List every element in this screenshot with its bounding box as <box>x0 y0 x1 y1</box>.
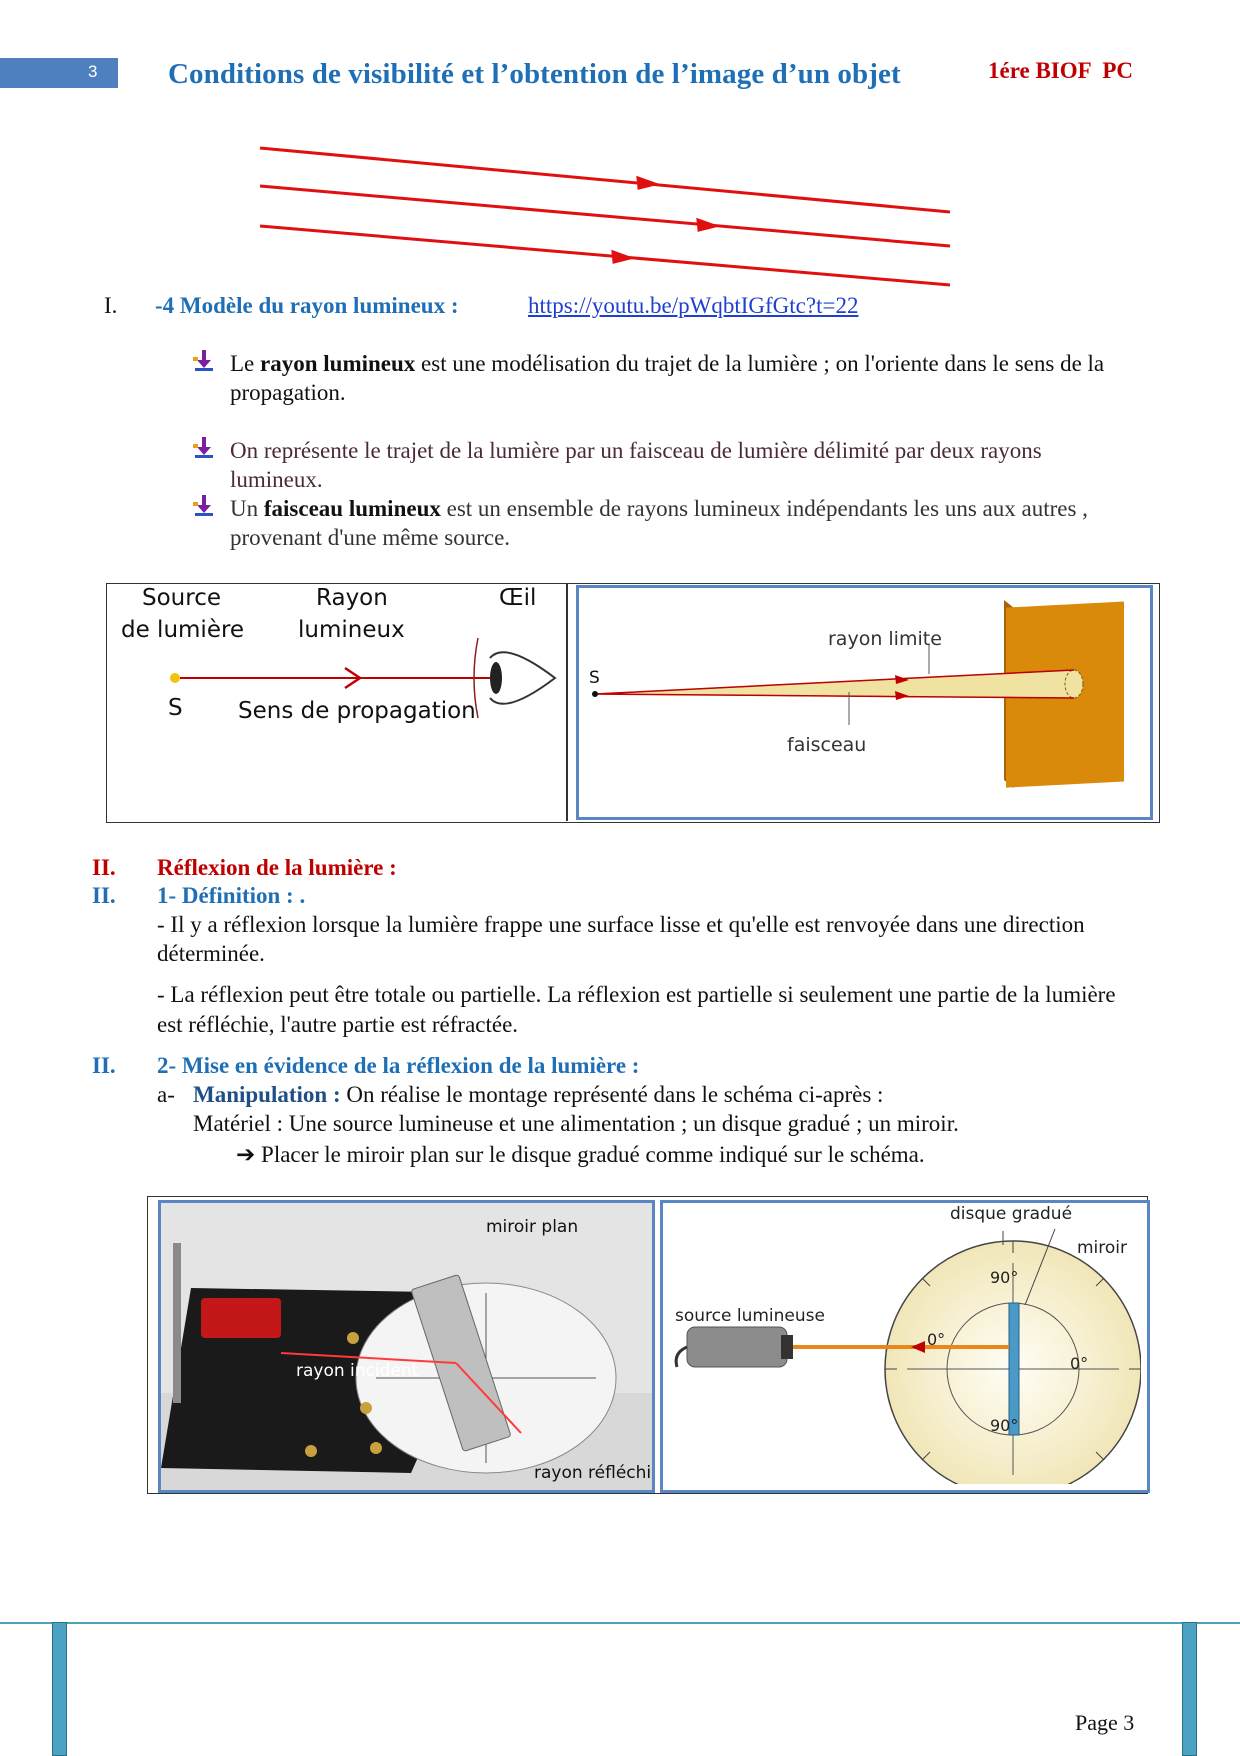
angle-bottom: 90° <box>990 1416 1019 1435</box>
section-ii1-numeral: II. <box>92 883 116 908</box>
ray-arrow-1 <box>638 178 655 188</box>
instruction-line: ➔ Placer le miroir plan sur le disque gradué comme indiqué sur le schéma. <box>236 1142 925 1168</box>
source-label-diagram: source lumineuse <box>675 1306 825 1326</box>
manipulation-line: Manipulation : On réalise le montage représenté dans le schéma ci-après : <box>193 1082 884 1107</box>
parallel-rays-illustration <box>250 140 970 290</box>
page-title: Conditions de visibilité et l’obtention de l’image d’un objet <box>168 58 901 90</box>
ray-label-2: lumineux <box>298 617 405 643</box>
angle-left: 0° <box>927 1330 946 1349</box>
bullet-arrow-icon <box>193 349 215 371</box>
header-page-tab <box>0 58 118 88</box>
light-source-dot <box>170 673 180 683</box>
mirror-label-diagram: miroir <box>1077 1238 1128 1258</box>
eye-label: Œil <box>499 585 537 611</box>
section-ii2-title: 2- Mise en évidence de la réflexion de la lumière : <box>157 1053 640 1078</box>
bullet-arrow-icon <box>193 436 215 458</box>
point-source-s <box>592 691 598 697</box>
footer-bar-left <box>52 1622 67 1756</box>
source-lamp <box>676 1327 793 1367</box>
beam-diagram <box>579 588 1144 811</box>
bullet-2: On représente le trajet de la lumière par un faisceau de lumière délimité par deux rayons lumineux. <box>230 438 1042 492</box>
bullet-3: Un faisceau lumineux est un ensemble de rayons lumineux indépendants les uns aux autres , provenant d'une même source. <box>230 496 1088 550</box>
stand-rod <box>173 1243 181 1403</box>
header-page-number: 3 <box>88 62 98 81</box>
ray-arrow-3 <box>613 252 630 262</box>
section-i4-numeral: I. <box>104 293 118 318</box>
figure-divider <box>566 583 568 821</box>
right-arrow-icon: ➔ <box>236 1142 256 1168</box>
class-label: 1ére BIOF PC <box>988 58 1133 83</box>
angle-top: 90° <box>990 1268 1019 1287</box>
section-i4-title: -4 Modèle du rayon lumineux : <box>155 293 459 318</box>
ray-label-1: Rayon <box>316 585 388 611</box>
manipulation-label: Manipulation : <box>193 1082 341 1107</box>
bullet-3-bold: faisceau lumineux <box>263 496 441 521</box>
reflected-label-photo: rayon réfléchi <box>534 1463 652 1483</box>
footer-rule <box>0 1622 1240 1624</box>
section-ii-title: Réflexion de la lumière : <box>157 855 397 880</box>
experiment-photo <box>161 1203 652 1490</box>
beam-label: faisceau <box>787 734 867 756</box>
source-label-1: Source <box>142 585 221 611</box>
ray-line-3 <box>260 226 950 285</box>
footer-page-number: Page 3 <box>1075 1710 1135 1735</box>
source-label-2: de lumière <box>121 617 245 643</box>
limit-ray-label: rayon limite <box>828 628 942 650</box>
s-label-beam: S <box>589 668 600 688</box>
materiel-line: Matériel : Une source lumineuse et une alimentation ; un disque gradué ; un miroir. <box>193 1111 959 1136</box>
graduated-disk-diagram <box>663 1203 1141 1484</box>
definition-paragraph-2: - La réflexion peut être totale ou partielle. La réflexion est partielle si seulement une partie de la lumière est réfléchie, l'autre partie est réfractée. <box>157 982 1116 1037</box>
section-ii2-numeral: II. <box>92 1053 116 1078</box>
direction-label: Sens de propagation <box>238 698 476 724</box>
definition-paragraph-1: - Il y a réflexion lorsque la lumière frappe une surface lisse et qu'elle est renvoyée dans une direction déterminée. <box>157 912 1085 966</box>
bullet-1: Le rayon lumineux est une modélisation du trajet de la lumière ; on l'oriente dans le sens de la propagation. <box>230 351 1105 405</box>
section-ii1-title: 1- Définition : . <box>157 883 306 908</box>
ray-line-2 <box>260 186 950 246</box>
angle-right: 0° <box>1070 1354 1089 1373</box>
beam-spot <box>1065 670 1083 698</box>
bullet-1-bold: rayon lumineux <box>260 351 416 376</box>
mirror-label-photo: miroir plan <box>486 1217 579 1237</box>
incident-label-photo: rayon incident <box>296 1361 419 1381</box>
light-source-box <box>201 1298 281 1338</box>
footer-bar-right <box>1182 1622 1197 1756</box>
disk-label: disque gradué <box>950 1204 1073 1224</box>
s-label-ray: S <box>168 695 183 721</box>
bullet-arrow-icon <box>193 494 215 516</box>
ray-arrow-2 <box>698 220 715 230</box>
ray-line-1 <box>260 148 950 212</box>
photo-frame <box>158 1200 655 1493</box>
video-link[interactable]: https://youtu.be/pWqbtIGfGtc?t=22 <box>528 293 859 318</box>
manipulation-item-letter: a- <box>157 1082 175 1107</box>
section-ii-numeral: II. <box>92 855 116 880</box>
